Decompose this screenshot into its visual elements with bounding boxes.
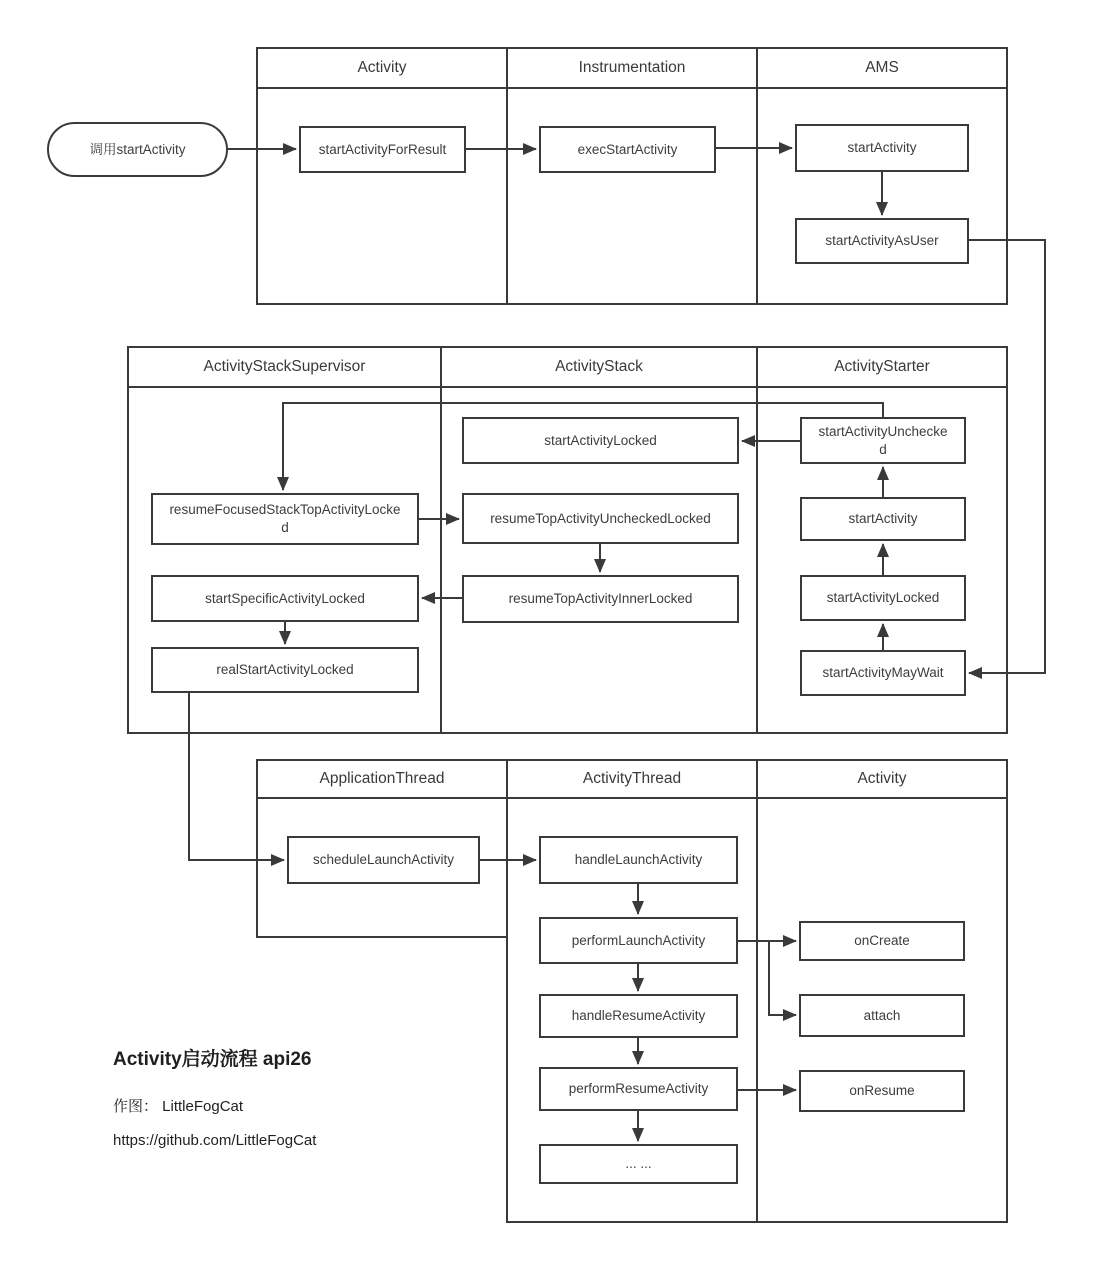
node-startActivityUnchecked: startActivityUnchecked xyxy=(818,423,948,457)
node-realStartActivityLocked: realStartActivityLocked xyxy=(216,662,354,678)
lane-header-activitystack: ActivityStack xyxy=(555,357,643,375)
node-handleLaunchActivity: handleLaunchActivity xyxy=(574,852,703,868)
lane-header-activity-bottom: Activity xyxy=(857,769,907,787)
node-startActivityAsUser: startActivityAsUser xyxy=(825,233,939,249)
node-performLaunchActivity: performLaunchActivity xyxy=(571,932,706,948)
node-scheduleLaunchActivity: scheduleLaunchActivity xyxy=(312,852,455,868)
node-resumeTopActivityUncheckedLocked: resumeTopActivityUncheckedLocked xyxy=(490,510,711,526)
node-call-startActivity: 调用startActivity xyxy=(89,141,186,157)
github-url: https://github.com/LittleFogCat xyxy=(113,1132,317,1149)
node-onCreate: onCreate xyxy=(854,933,910,949)
node-handleResumeActivity: handleResumeActivity xyxy=(571,1008,706,1024)
node-resumeFocusedStackTopActivityLocked: resumeFocusedStackTopActivityLocked xyxy=(169,502,401,535)
node-execStartActivity: execStartActivity xyxy=(577,141,678,157)
node-stack-startActivityLocked: startActivityLocked xyxy=(544,432,657,448)
node-onResume: onResume xyxy=(849,1083,915,1099)
node-attach: attach xyxy=(863,1007,901,1023)
node-startActivityForResult: startActivityForResult xyxy=(318,141,447,157)
node-startActivityMayWait: startActivityMayWait xyxy=(822,665,944,681)
lane-header-applicationthread: ApplicationThread xyxy=(319,769,445,787)
edge-performLaunch-to-attach xyxy=(737,941,796,1015)
connectors xyxy=(189,148,1045,1141)
node-starter-startActivityLocked: startActivityLocked xyxy=(826,590,940,606)
node-ams-startActivity: startActivity xyxy=(847,140,917,156)
lane-header-ams: AMS xyxy=(865,58,899,76)
lane-header-activitystarter: ActivityStarter xyxy=(834,357,930,375)
node-resumeTopActivityInnerLocked: resumeTopActivityInnerLocked xyxy=(508,591,693,607)
lane-header-instrumentation: Instrumentation xyxy=(578,58,686,76)
node-startSpecificActivityLocked: startSpecificActivityLocked xyxy=(205,590,365,606)
node-performResumeActivity: performResumeActivity xyxy=(568,1081,709,1097)
node-starter-startActivity: startActivity xyxy=(848,511,918,527)
diagram-title: Activity启动流程 api26 xyxy=(113,1049,312,1070)
lane-header-activitythread: ActivityThread xyxy=(582,769,682,787)
node-ellipsis: ... ... xyxy=(625,1156,652,1172)
lane-header-activitystacksupervisor: ActivityStackSupervisor xyxy=(203,357,366,375)
author-credit: 作图： LittleFogCat xyxy=(113,1098,244,1115)
lane-header-activity-top: Activity xyxy=(357,58,407,76)
